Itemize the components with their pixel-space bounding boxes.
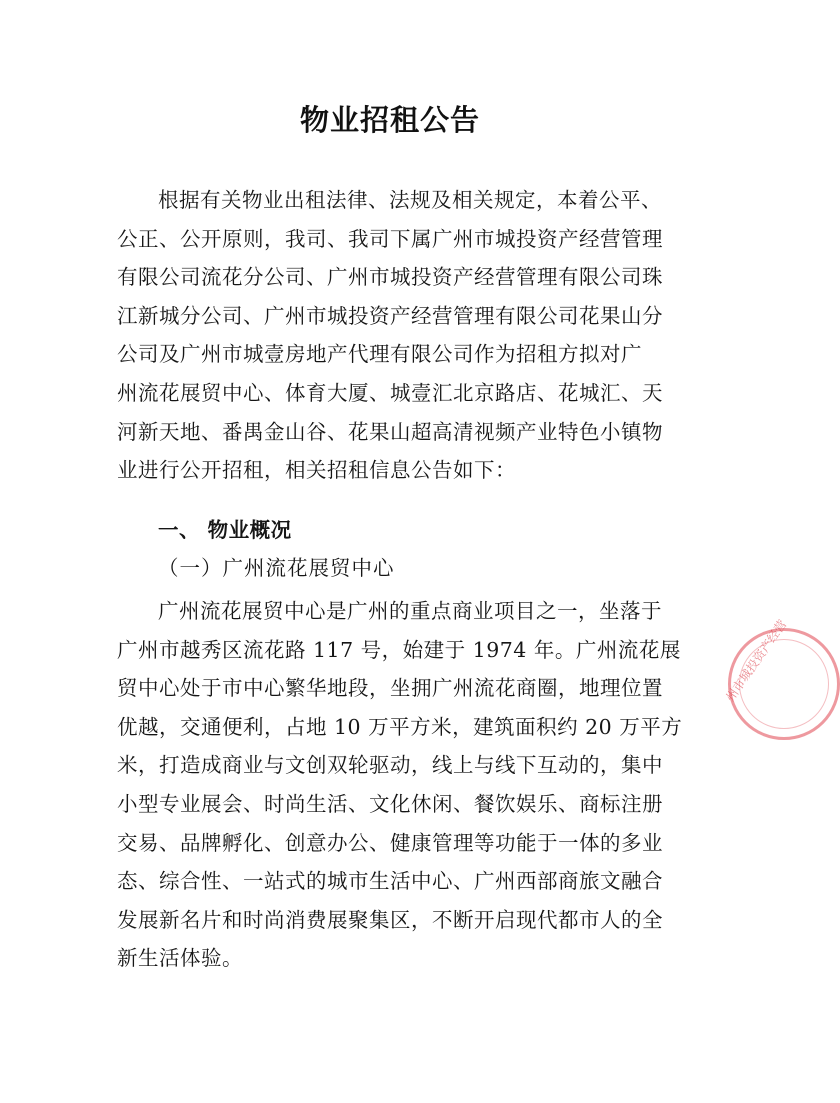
section-heading: 一、 物业概况 — [158, 518, 292, 542]
paragraph-line: 公司及广州市城壹房地产代理有限公司作为招租方拟对广 — [117, 342, 642, 367]
paragraph-line: 交易、品牌孵化、创意办公、健康管理等功能于一体的多业 — [117, 830, 663, 855]
paragraph-line: 州流花展贸中心、体育大厦、城壹汇北京路店、花城汇、天 — [117, 380, 663, 405]
property-description-paragraph — [117, 592, 683, 978]
paragraph-line: 贸中心处于市中心繁华地段，坐拥广州流花商圈，地理位置 — [117, 676, 663, 701]
paragraph-line: 优越，交通便利，占地 10 万平方米，建筑面积约 20 万平方 — [117, 714, 683, 739]
paragraph-line: 态、综合性、一站式的城市生活中心、广州西部商旅文融合 — [117, 869, 663, 894]
paragraph-line: 河新天地、番禺金山谷、花果山超高清视频产业特色小镇物 — [117, 419, 663, 444]
paragraph-line: 广州流花展贸中心是广州的重点商业项目之一，坐落于 — [158, 599, 662, 623]
subsection-heading: （一）广州流花展贸中心 — [158, 556, 395, 580]
seal-text: 州市城投资产经营 — [722, 617, 790, 705]
paragraph-line: 广州市越秀区流花路 117 号，始建于 1974 年。广州流花展 — [117, 637, 681, 662]
document-title: 物业招租公告 — [299, 103, 480, 137]
paragraph-line: 业进行公开招租，相关招租信息公告如下： — [117, 458, 516, 483]
paragraph-line: 小型专业展会、时尚生活、文化休闲、餐饮娱乐、商标注册 — [117, 791, 663, 816]
paragraph-line: 江新城分公司、广州市城投资产经营管理有限公司花果山分 — [117, 303, 663, 328]
paragraph-line: 公正、公开原则，我司、我司下属广州市城投资产经营管理 — [117, 226, 663, 251]
company-seal-stamp — [722, 617, 840, 740]
paragraph-line: 根据有关物业出租法律、法规及相关规定，本着公平、 — [158, 188, 662, 212]
paragraph-line: 发展新名片和时尚消费展聚集区，不断开启现代都市人的全 — [117, 907, 663, 932]
paragraph-line: 有限公司流花分公司、广州市城投资产经营管理有限公司珠 — [117, 265, 663, 290]
paragraph-line: 新生活体验。 — [117, 946, 243, 971]
intro-paragraph — [117, 181, 662, 490]
paragraph-line: 米，打造成商业与文创双轮驱动，线上与线下互动的，集中 — [117, 753, 663, 778]
